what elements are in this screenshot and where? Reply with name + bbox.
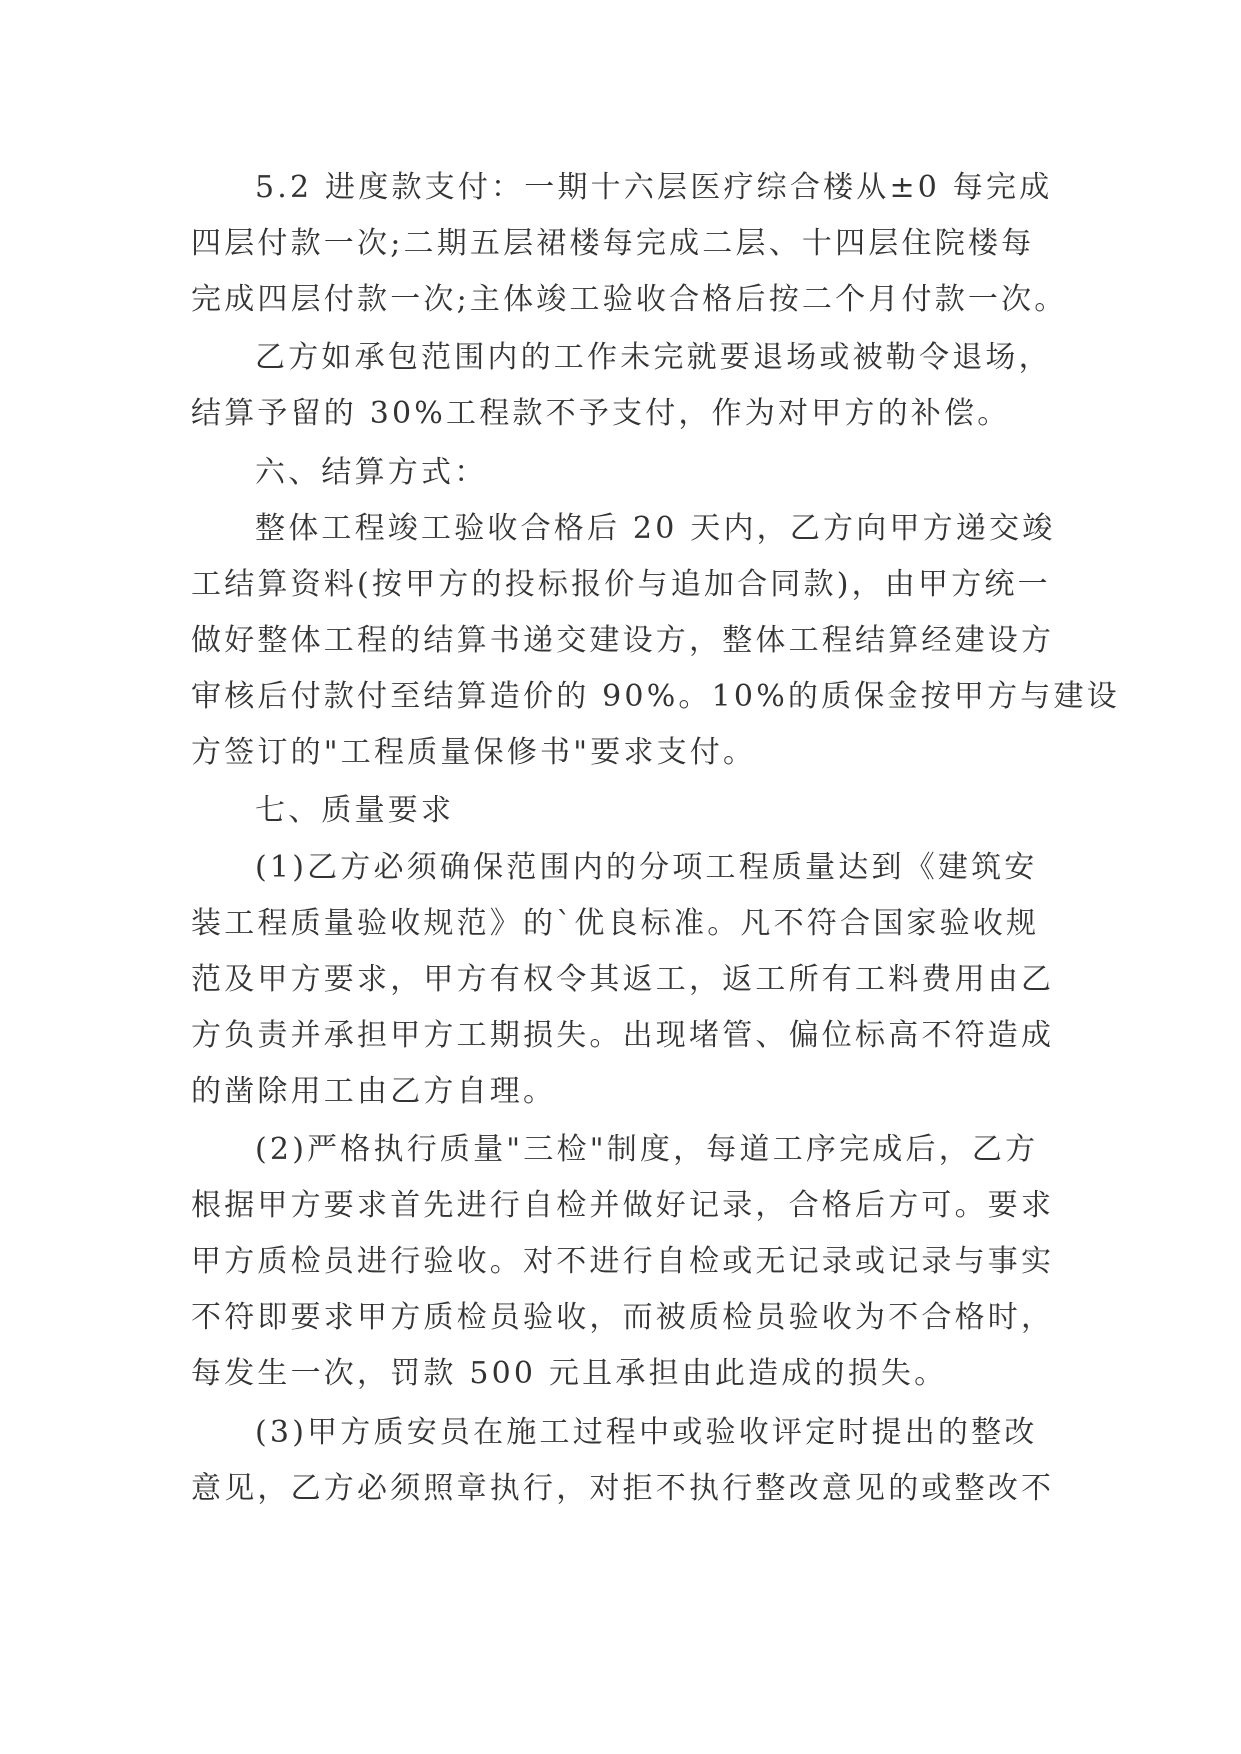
text-line: (2)严格执行质量"三检"制度，每道工序完成后，乙方 bbox=[255, 1132, 1039, 1167]
text-line: 方负责并承担甲方工期损失。出现堵管、偏位标高不符造成 bbox=[191, 1018, 1055, 1053]
text-line: 5.2 进度款支付：一期十六层医疗综合楼从±0 每完成 bbox=[255, 170, 1053, 205]
text-line: 根据甲方要求首先进行自检并做好记录，合格后方可。要求 bbox=[191, 1188, 1055, 1223]
text-line: 七、质量要求 bbox=[255, 793, 455, 828]
text-line: 的凿除用工由乙方自理。 bbox=[191, 1074, 557, 1109]
text-line: 不符即要求甲方质检员验收，而被质检员验收为不合格时， bbox=[191, 1300, 1055, 1335]
text-line: 四层付款一次;二期五层裙楼每完成二层、十四层住院楼每 bbox=[191, 226, 1035, 261]
text-line: 结算予留的 30%工程款不予支付，作为对甲方的补偿。 bbox=[191, 396, 1011, 431]
text-line: 六、结算方式： bbox=[255, 455, 488, 490]
text-line: 范及甲方要求，甲方有权令其返工，返工所有工料费用由乙 bbox=[191, 962, 1055, 997]
text-line: 整体工程竣工验收合格后 20 天内，乙方向甲方递交竣 bbox=[255, 511, 1056, 546]
text-line: 做好整体工程的结算书递交建设方，整体工程结算经建设方 bbox=[191, 623, 1055, 658]
text-line: 装工程质量验收规范》的`优良标准。凡不符合国家验收规 bbox=[191, 906, 1040, 941]
text-line: 完成四层付款一次;主体竣工验收合格后按二个月付款一次。 bbox=[191, 282, 1068, 317]
text-line: 方签订的"工程质量保修书"要求支付。 bbox=[191, 735, 757, 770]
text-line: (1)乙方必须确保范围内的分项工程质量达到《建筑安 bbox=[255, 850, 1038, 885]
text-line: 乙方如承包范围内的工作未完就要退场或被勒令退场， bbox=[255, 340, 1052, 375]
text-line: 工结算资料(按甲方的投标报价与追加合同款)，由甲方统一 bbox=[191, 567, 1051, 602]
text-line: 意见，乙方必须照章执行，对拒不执行整改意见的或整改不 bbox=[191, 1471, 1055, 1506]
text-line: 每发生一次，罚款 500 元且承担由此造成的损失。 bbox=[191, 1356, 948, 1391]
text-line: (3)甲方质安员在施工过程中或验收评定时提出的整改 bbox=[255, 1415, 1038, 1450]
text-line: 甲方质检员进行验收。对不进行自检或无记录或记录与事实 bbox=[191, 1244, 1055, 1279]
text-line: 审核后付款付至结算造价的 90%。10%的质保金按甲方与建设 bbox=[191, 679, 1120, 714]
